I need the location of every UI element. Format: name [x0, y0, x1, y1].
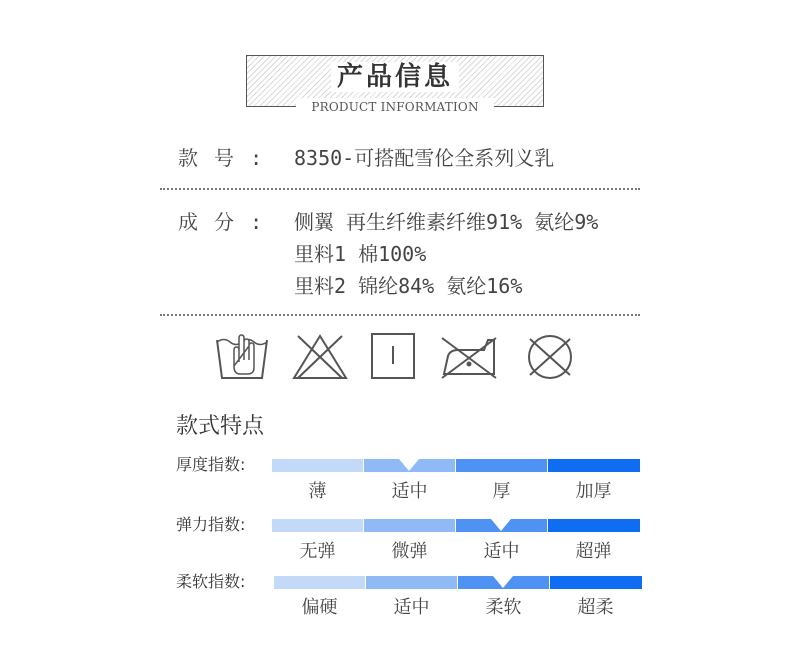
features-title: 款式特点	[176, 414, 265, 439]
page-title: 产品信息	[331, 62, 459, 92]
meter-option: 柔软	[485, 597, 522, 618]
composition-line: 侧翼 再生纤维素纤维91% 氨纶9%	[294, 210, 599, 234]
do-not-iron-icon	[438, 330, 500, 382]
care-icons	[0, 330, 790, 382]
meter-option: 适中	[391, 481, 428, 502]
meter-segment	[272, 519, 363, 532]
composition-row	[178, 206, 598, 302]
meter-option: 无弹	[299, 541, 336, 562]
meter-option: 适中	[393, 597, 430, 618]
hand-wash-icon	[214, 330, 270, 382]
page-subtitle: PRODUCT INFORMATION	[296, 98, 494, 116]
elasticity-label: 弹力指数:	[176, 515, 246, 534]
meter-segment	[550, 576, 642, 589]
meter-option: 适中	[483, 541, 520, 562]
style-number-label: 款 号 :	[178, 146, 265, 170]
softness-label: 柔软指数:	[176, 572, 246, 591]
meter-option: 偏硬	[301, 597, 338, 618]
thickness-label: 厚度指数:	[176, 455, 246, 474]
style-number-row	[178, 142, 554, 174]
meter-option: 加厚	[575, 481, 612, 502]
elasticity-meter	[272, 519, 640, 532]
meter-option: 厚	[492, 481, 511, 502]
meter-segment	[272, 459, 363, 472]
composition-line: 里料2 锦纶84% 氨纶16%	[294, 274, 523, 298]
meter-option: 超弹	[575, 541, 612, 562]
meter-option: 超柔	[577, 597, 614, 618]
meter-segment	[548, 519, 640, 532]
do-not-bleach-icon	[290, 330, 350, 382]
selection-marker	[399, 459, 419, 471]
meter-segment	[456, 459, 547, 472]
meter-segment	[364, 519, 455, 532]
softness-meter	[274, 576, 642, 589]
thickness-meter	[272, 459, 640, 472]
meter-option: 微弹	[391, 541, 428, 562]
meter-option: 薄	[308, 481, 327, 502]
divider	[160, 188, 640, 190]
meter-segment	[274, 576, 365, 589]
composition-line: 里料1 棉100%	[294, 242, 427, 266]
selection-marker	[493, 576, 513, 588]
composition-label: 成 分 :	[178, 210, 265, 234]
do-not-dry-clean-icon	[524, 330, 576, 382]
meter-segment	[548, 459, 640, 472]
style-number-value: 8350-可搭配雪伦全系列义乳	[294, 146, 555, 170]
line-dry-icon	[370, 330, 416, 382]
divider	[160, 314, 640, 316]
meter-segment	[366, 576, 457, 589]
selection-marker	[491, 519, 511, 531]
